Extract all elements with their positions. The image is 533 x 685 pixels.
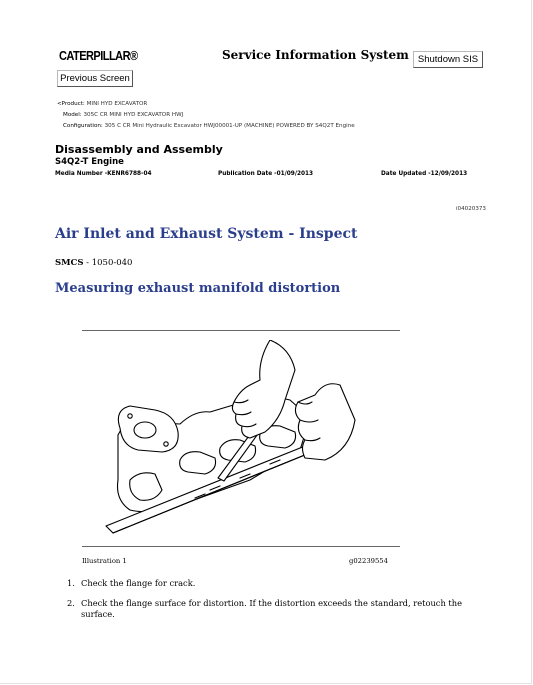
exhaust-manifold-illustration — [100, 340, 360, 545]
list-item — [67, 598, 467, 620]
model-label: Model: — [63, 112, 82, 118]
smcs-code — [55, 258, 132, 268]
illustration-caption: Illustration 1 — [82, 557, 127, 565]
shutdown-sis-button[interactable]: Shutdown SIS — [413, 51, 483, 68]
previous-screen-button[interactable]: Previous Screen — [57, 70, 133, 87]
configuration-value: 305 C CR Mini Hydraulic Excavator HWJ00001-UP (MACHINE) POWERED BY S4Q2T Engine — [104, 123, 355, 129]
configuration-line — [63, 123, 355, 129]
caterpillar-logo: CATERPILLAR® — [59, 49, 138, 63]
product-line — [57, 101, 147, 107]
section-heading: Disassembly and Assembly — [55, 143, 223, 156]
engine-heading: S4Q2-T Engine — [55, 157, 124, 167]
page-title: Air Inlet and Exhaust System - Inspect — [55, 226, 358, 242]
publication-date: Publication Date -01/09/2013 — [218, 171, 314, 177]
step-text: Check the flange for crack. — [81, 578, 196, 588]
procedure-steps — [67, 578, 467, 629]
smcs-value: - 1050-040 — [83, 258, 133, 268]
system-title: Service Information System — [222, 48, 409, 62]
date-updated: Date Updated -12/09/2013 — [381, 171, 468, 177]
smcs-label: SMCS — [55, 258, 84, 268]
product-label: <Product: — [57, 101, 85, 107]
illustration-id: g02239554 — [349, 557, 388, 565]
configuration-label: Configuration: — [63, 123, 103, 129]
step-number: 1. — [67, 578, 75, 588]
model-value: 305C CR MINI HYD EXCAVATOR HWJ — [83, 112, 184, 118]
list-item — [67, 578, 467, 589]
model-line — [63, 112, 183, 118]
illustration-top-rule — [82, 330, 400, 331]
step-number: 2. — [67, 598, 75, 608]
section-subtitle: Measuring exhaust manifold distortion — [55, 281, 341, 296]
media-number: Media Number -KENR6788-04 — [55, 171, 152, 177]
step-text: Check the flange surface for distortion. If the distortion exceeds the standard, retouch the surface. — [81, 598, 463, 619]
illustration-bottom-rule — [82, 546, 400, 547]
product-value: MINI HYD EXCAVATOR — [86, 101, 148, 107]
document-id: i04020373 — [455, 206, 486, 212]
